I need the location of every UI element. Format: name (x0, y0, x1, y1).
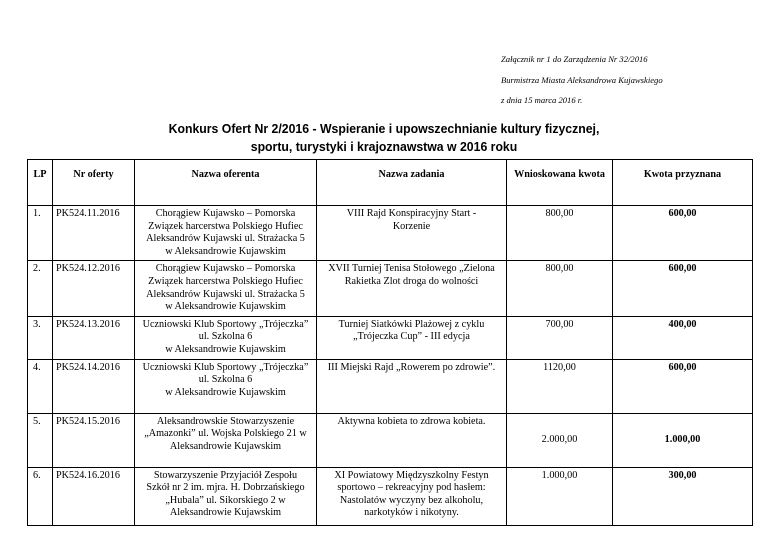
oferent-line: Związek harcerstwa Polskiego Hufiec (148, 275, 303, 287)
zadanie-line: III Miejski Rajd „Rowerem po zdrowie”. (327, 361, 496, 373)
oferent-line: Aleksandrowie Kujawskim (169, 440, 282, 452)
table-row (28, 206, 753, 261)
cell-nazwa-oferenta (135, 413, 317, 467)
cell-wnioskowana-kwota: 800,00 (507, 261, 613, 316)
oferent-line: Szkół nr 2 im. mjra. H. Dobrzańskiego (146, 482, 305, 494)
zadanie-line: XI Powiatowy Międzyszkolny Festyn (334, 469, 489, 481)
oferent-line: Chorągiew Kujawsko – Pomorska (155, 263, 296, 275)
cell-nazwa-zadania (317, 206, 507, 261)
oferent-line: Aleksandrów Kujawski ul. Strażacka 5 (146, 233, 305, 245)
cell-nazwa-zadania (317, 413, 507, 467)
cell-lp: 5. (28, 413, 53, 467)
table-row (28, 467, 753, 525)
cell-nazwa-zadania (317, 467, 507, 525)
oferent-line: ul. Szkolna 6 (198, 331, 253, 343)
header-lp: LP (28, 160, 53, 206)
oferent-line: Stowarzyszenie Przyjaciół Zespołu (153, 469, 298, 481)
oferent-line: w Aleksandrowie Kujawskim (165, 245, 286, 257)
oferent-line: ul. Szkolna 6 (198, 374, 253, 386)
oferent-line: w Aleksandrowie Kujawskim (165, 301, 286, 313)
cell-nr-oferty: PK524.15.2016 (53, 413, 135, 467)
zadanie-line: Rakietka Zlot droga do wolności (344, 275, 479, 287)
offers-table (27, 159, 753, 526)
zadanie-line: XVII Turniej Tenisa Stołowego „Zielona (328, 263, 495, 275)
cell-nazwa-zadania (317, 261, 507, 316)
annex-line: Załącznik nr 1 do Zarządzenia Nr 32/2016 (501, 54, 648, 64)
cell-nr-oferty: PK524.16.2016 (53, 467, 135, 525)
oferent-line: „Hubala” ul. Sikorskiego 2 w (165, 494, 286, 506)
cell-kwota-przyznana: 600,00 (613, 359, 753, 413)
oferent-line: Aleksandrów Kujawski ul. Strażacka 5 (146, 288, 305, 300)
cell-nr-oferty: PK524.12.2016 (53, 261, 135, 316)
cell-kwota-przyznana: 1.000,00 (613, 413, 753, 467)
cell-nr-oferty: PK524.11.2016 (53, 206, 135, 261)
zadanie-line: sportowo – rekreacyjny pod hasłem: (337, 482, 486, 494)
table-header-row (28, 160, 753, 206)
cell-kwota-przyznana: 600,00 (613, 206, 753, 261)
header-nazwa-oferenta: Nazwa oferenta (135, 160, 317, 206)
zadanie-line: VIII Rajd Konspiracyjny Start - (346, 208, 477, 219)
cell-lp: 4. (28, 359, 53, 413)
oferent-line: w Aleksandrowie Kujawskim (165, 386, 286, 398)
header-wnioskowana-kwota: Wnioskowana kwota (507, 160, 613, 206)
cell-lp: 6. (28, 467, 53, 525)
table-row (28, 261, 753, 316)
oferent-line: Związek harcerstwa Polskiego Hufiec (148, 220, 303, 232)
cell-wnioskowana-kwota: 700,00 (507, 316, 613, 359)
zadanie-line: Turniej Siatkówki Plażowej z cyklu (338, 318, 485, 330)
title-line: sportu, turystyki i krajoznawstwa w 2016 roku (250, 139, 518, 154)
cell-wnioskowana-kwota: 800,00 (507, 206, 613, 261)
cell-nazwa-zadania (317, 359, 507, 413)
zadanie-line: „Trójeczka Cup” - III edycja (353, 331, 470, 343)
table-row (28, 413, 753, 467)
cell-kwota-przyznana: 300,00 (613, 467, 753, 525)
cell-nazwa-oferenta (135, 261, 317, 316)
cell-kwota-przyznana: 600,00 (613, 261, 753, 316)
annex-note (501, 49, 663, 111)
cell-nr-oferty: PK524.14.2016 (53, 359, 135, 413)
cell-nazwa-oferenta (135, 467, 317, 525)
zadanie-line: Korzenie (392, 220, 431, 232)
cell-nazwa-zadania (317, 316, 507, 359)
zadanie-line: Aktywna kobieta to zdrowa kobieta. (337, 415, 486, 427)
oferent-line: Aleksandrowie Kujawskim (169, 507, 282, 519)
zadanie-line: Nastolatów wyczyny bez alkoholu, (339, 494, 484, 506)
table-row (28, 316, 753, 359)
annex-line: z dnia 15 marca 2016 r. (501, 95, 583, 106)
oferent-line: Uczniowski Klub Sportowy „Trójeczka” (142, 361, 309, 373)
cell-lp: 2. (28, 261, 53, 316)
cell-kwota-przyznana: 400,00 (613, 316, 753, 359)
cell-wnioskowana-kwota: 1120,00 (507, 359, 613, 413)
cell-wnioskowana-kwota: 2.000,00 (507, 413, 613, 467)
cell-wnioskowana-kwota: 1.000,00 (507, 467, 613, 525)
table-row (28, 359, 753, 413)
cell-nr-oferty: PK524.13.2016 (53, 316, 135, 359)
oferent-line: „Amazonki” ul. Wojska Polskiego 21 w (144, 428, 307, 440)
header-kwota-przyznana: Kwota przyznana (613, 160, 753, 206)
cell-nazwa-oferenta (135, 316, 317, 359)
oferent-line: Aleksandrowskie Stowarzyszenie (156, 415, 295, 427)
header-nazwa-zadania: Nazwa zadania (317, 160, 507, 206)
oferent-line: Uczniowski Klub Sportowy „Trójeczka” (142, 318, 309, 330)
annex-line: Burmistrza Miasta Aleksandrowa Kujawskiego (501, 74, 663, 85)
title-line: Konkurs Ofert Nr 2/2016 - Wspieranie i upowszechnianie kultury fizycznej, (168, 121, 600, 136)
cell-nazwa-oferenta (135, 359, 317, 413)
zadanie-line: narkotyków i nikotyny. (364, 507, 459, 519)
oferent-line: Chorągiew Kujawsko – Pomorska (155, 208, 296, 219)
header-nr-oferty: Nr oferty (53, 160, 135, 206)
document-title (27, 120, 741, 156)
cell-nazwa-oferenta (135, 206, 317, 261)
oferent-line: w Aleksandrowie Kujawskim (165, 343, 286, 355)
cell-lp: 3. (28, 316, 53, 359)
cell-lp: 1. (28, 206, 53, 261)
